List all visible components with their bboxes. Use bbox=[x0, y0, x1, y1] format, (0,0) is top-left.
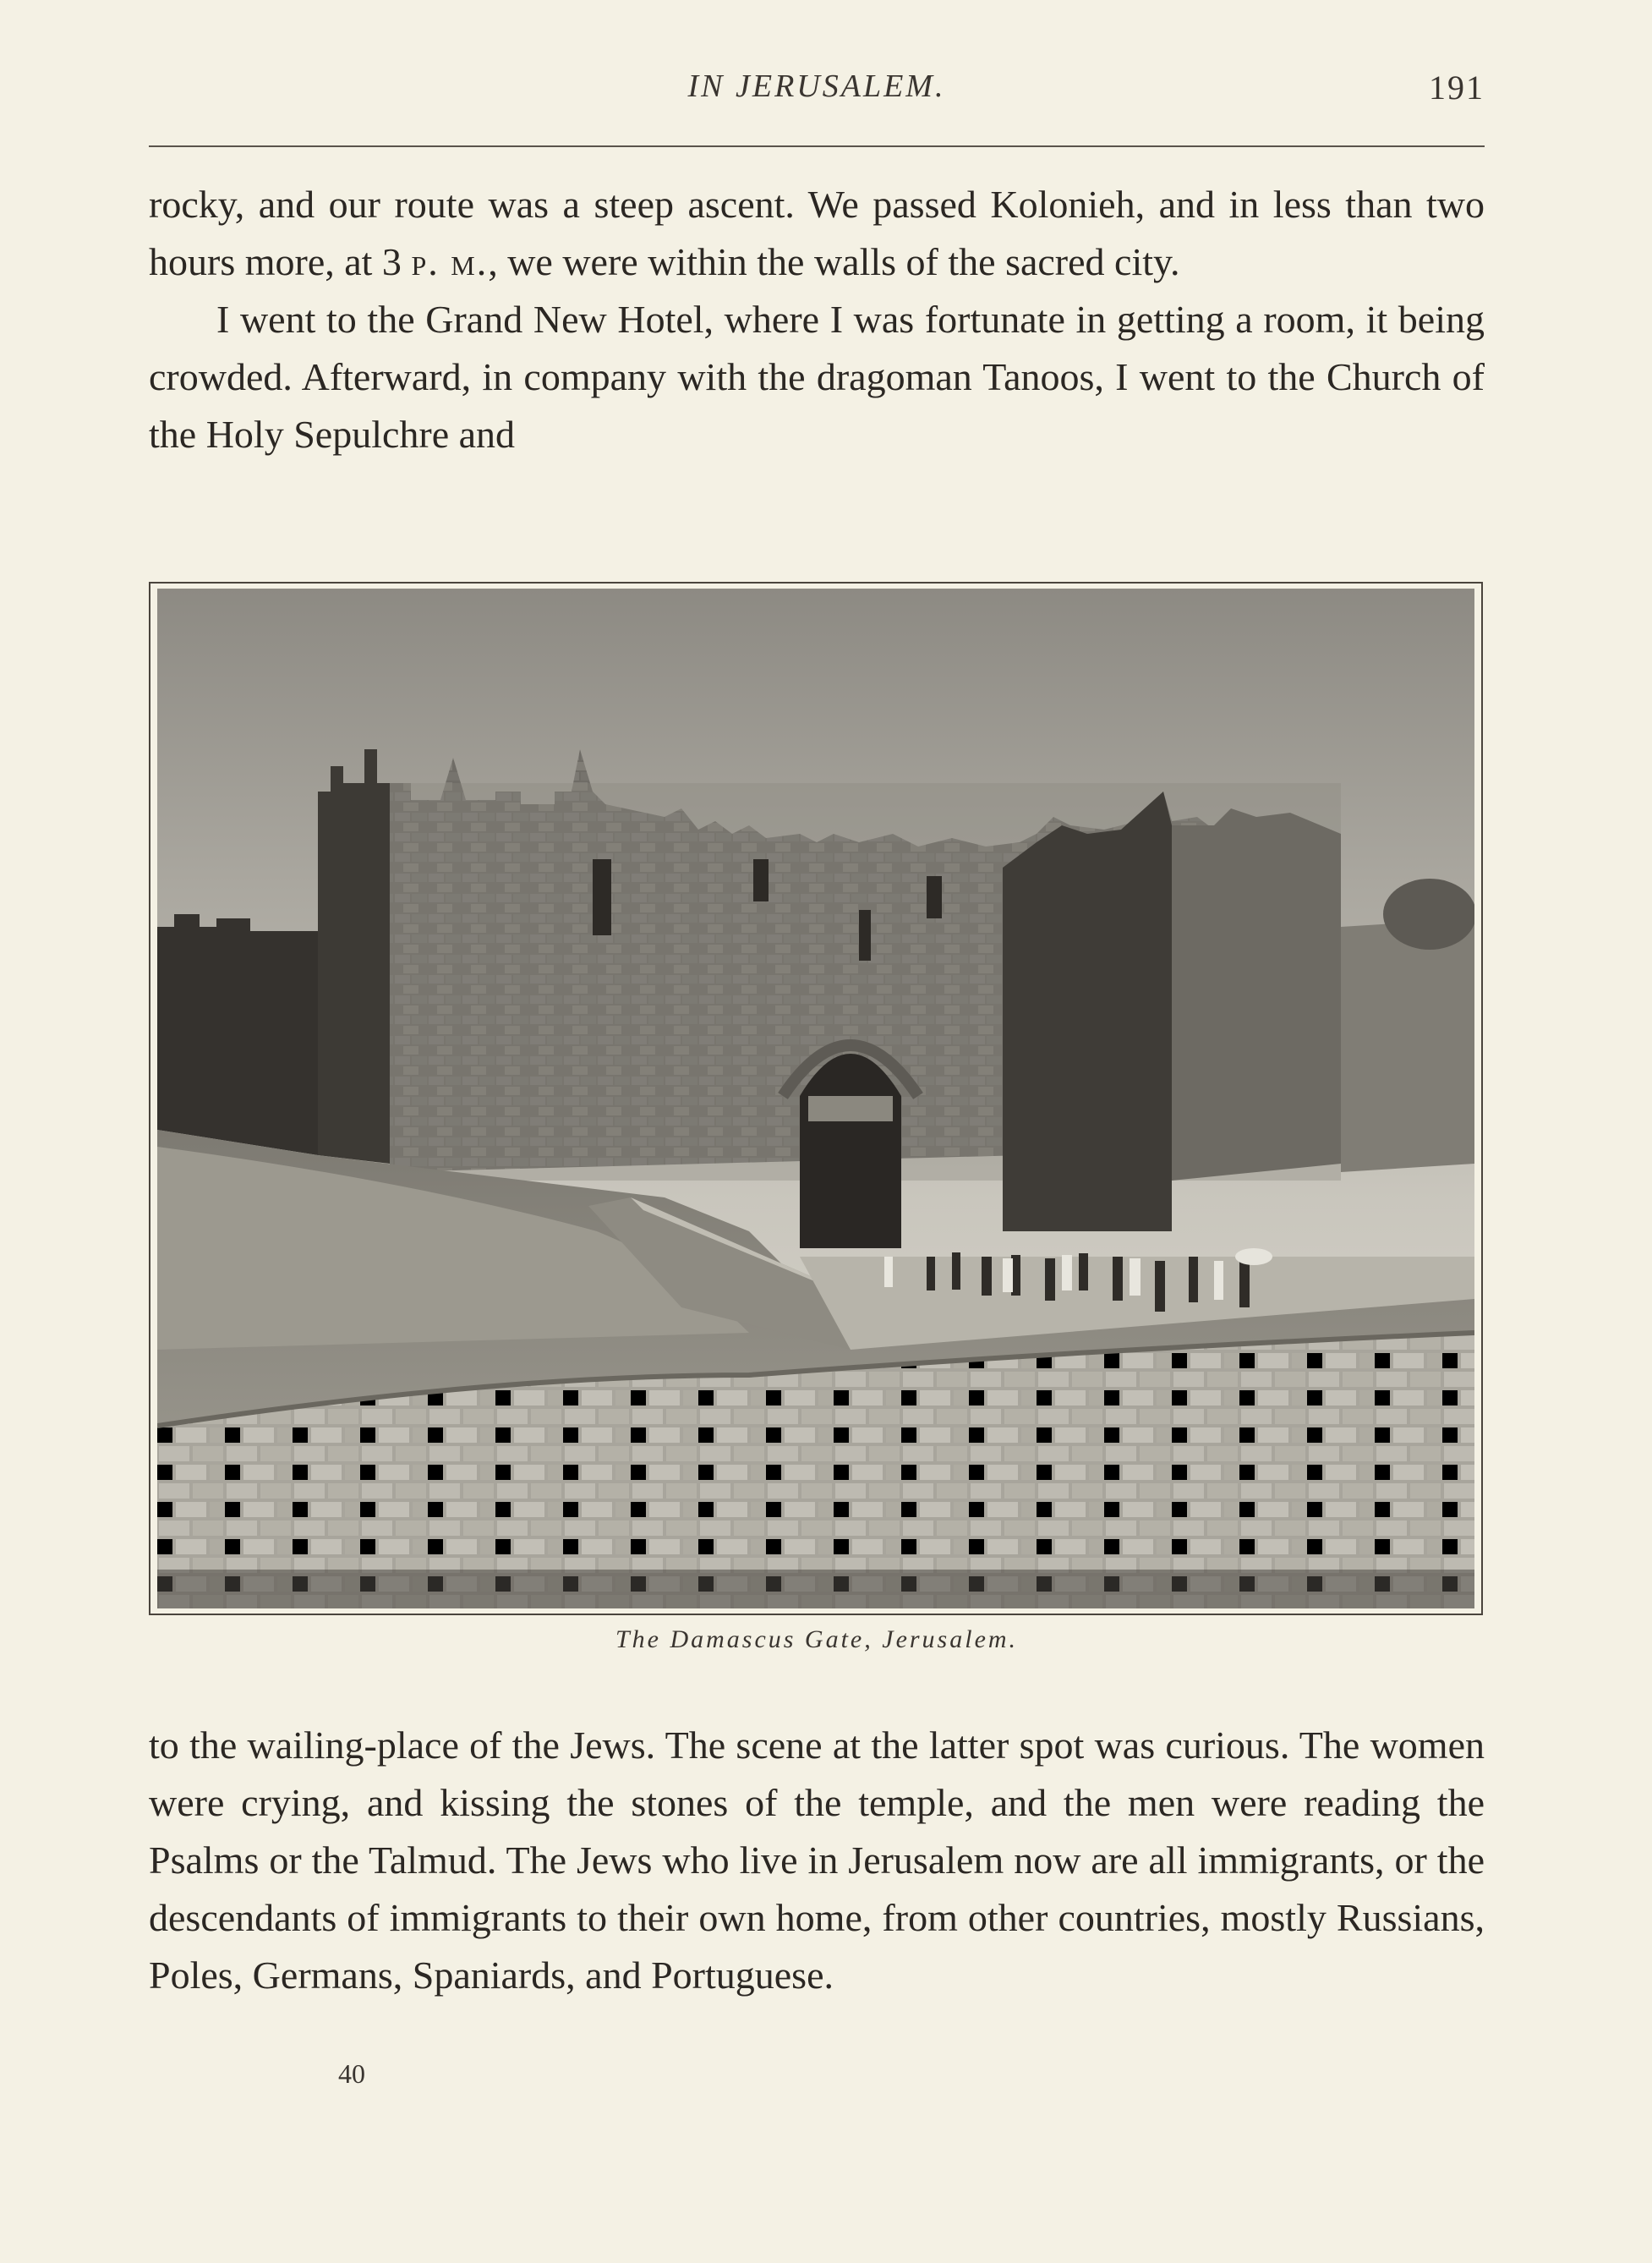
signature-mark: 40 bbox=[338, 2058, 365, 2089]
paragraph-continued bbox=[149, 176, 1485, 291]
paragraph-hotel: I went to the Grand New Hotel, where I was fortunate in getting a room, it being crowded. Afterward, in company with the dragoman Tanoos, I went to the Church of the Holy Sepulchre and bbox=[149, 298, 1485, 456]
damascus-gate-photo bbox=[157, 589, 1474, 1608]
paragraph-text-end: , we were within the walls of the sacred city. bbox=[488, 240, 1180, 283]
paragraph-text: rocky, and our route was a steep ascent. We passed Kolonieh, and in less than two hours more, at 3 bbox=[149, 183, 1485, 283]
body-text-top bbox=[149, 176, 1485, 463]
time-text: p. m. bbox=[411, 240, 489, 283]
paragraph-wailing-place: to the wailing-place of the Jews. The scene at the latter spot was curious. The women were crying, and kissing the stones of the temple, and the men were reading the Psalms or the Talmud. The Jews who live in Jerusalem now are all immigrants, or the descendants of immigrants to their own home, from other countries, mostly Russians, Poles, Germans, Spaniards, and Portuguese. bbox=[149, 1723, 1485, 1997]
running-head bbox=[149, 68, 1485, 115]
page-number: 191 bbox=[1429, 68, 1485, 107]
figure-caption: The Damascus Gate, Jerusalem. bbox=[615, 1625, 1019, 1653]
header-rule bbox=[149, 145, 1485, 147]
running-title: IN JERUSALEM. bbox=[687, 68, 946, 104]
photo-plate bbox=[149, 582, 1483, 1615]
body-text-bottom bbox=[149, 1717, 1485, 2004]
